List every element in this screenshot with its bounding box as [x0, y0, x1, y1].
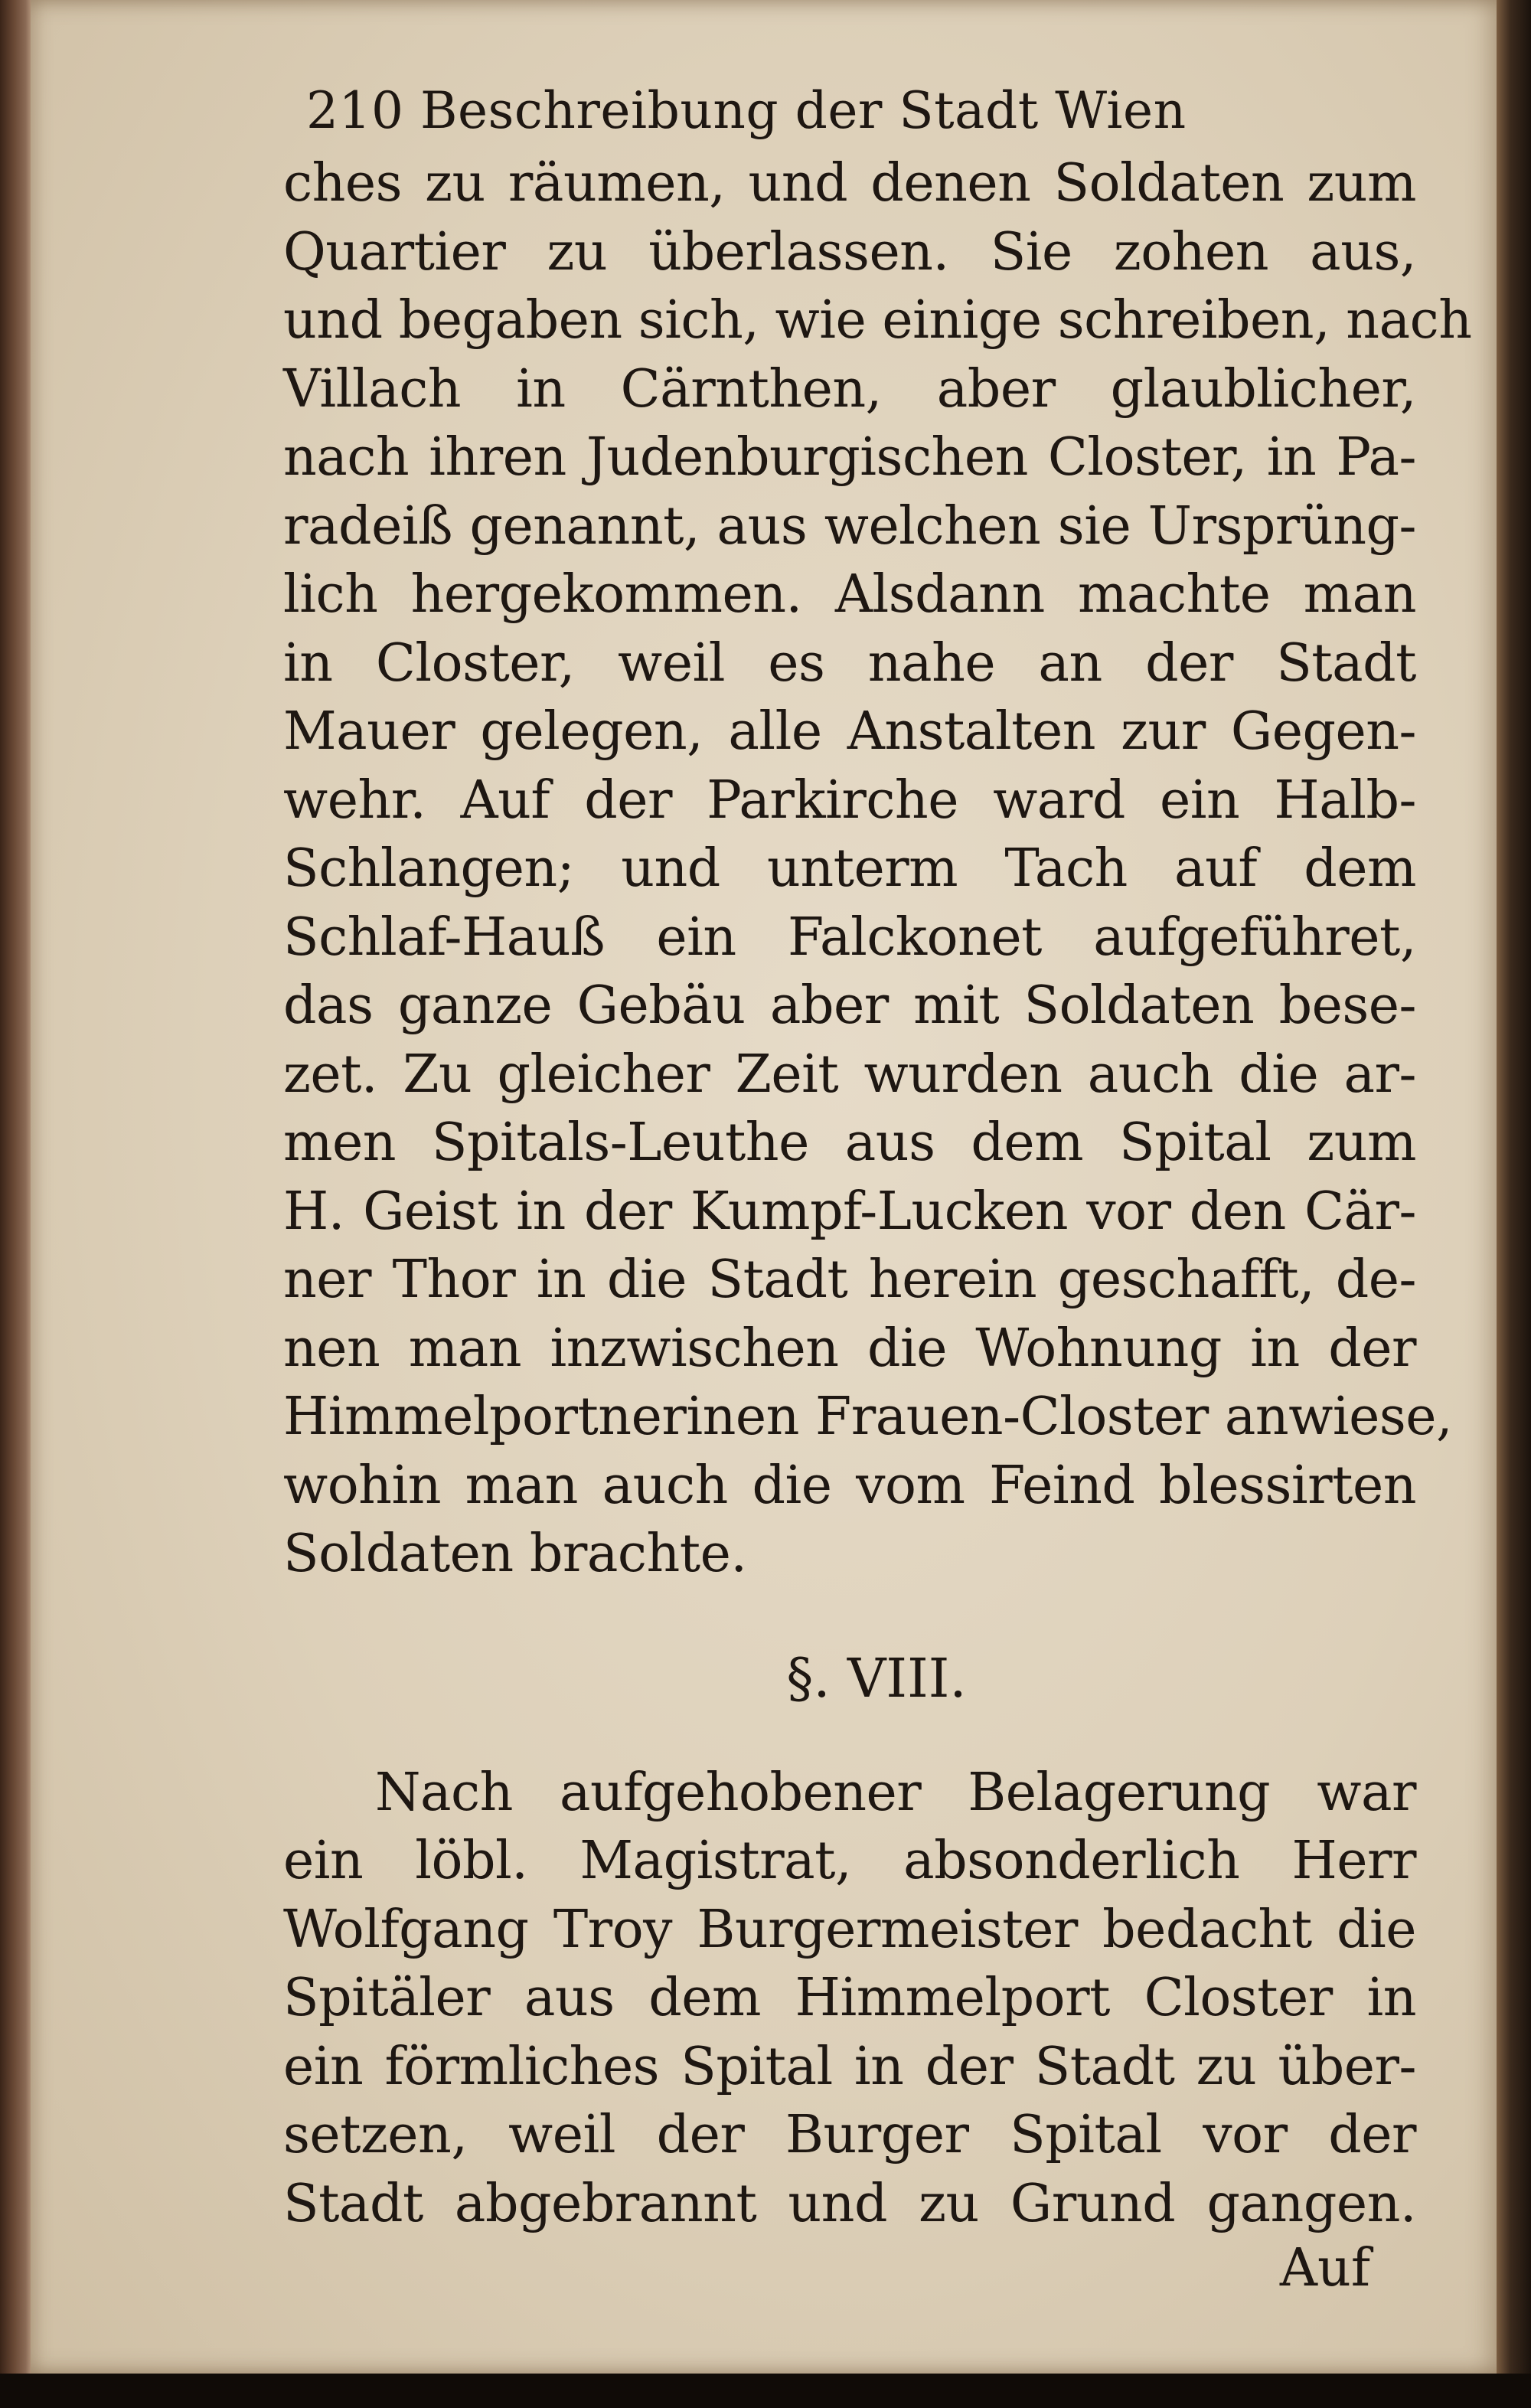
text-line: wehr. Auf der Parkirche ward ein Halb- [283, 769, 1416, 831]
text-line: nach ihren Judenburgischen Closter, in Pa- [283, 427, 1416, 488]
book-spine-edge [0, 0, 32, 2408]
section-heading: §. VIII. [786, 1646, 967, 1710]
page-text [283, 73, 1472, 2299]
page-bottom-shadow [0, 2374, 1531, 2408]
text-line: Nach aufgehobener Belagerung war [375, 1762, 1416, 1823]
text-line: Quartier zu überlassen. Sie zohen aus, [283, 221, 1416, 283]
text-line: das ganze Gebäu aber mit Soldaten bese- [283, 975, 1416, 1036]
text-line: Wolfgang Troy Burgermeister bedacht die [283, 1899, 1416, 1960]
text-line: ner Thor in die Stadt herein geschafft, de- [283, 1250, 1416, 1310]
text-line: nen man inzwischen die Wohnung in der [283, 1318, 1416, 1379]
text-line: Stadt abgebrannt und zu Grund gangen. [283, 2173, 1416, 2234]
text-line: Villach in Cärnthen, aber glaublicher, [283, 358, 1416, 420]
text-line: ein löbl. Magistrat, absonderlich Herr [283, 1831, 1416, 1891]
text-line: Schlaf-Hauß ein Falckonet aufgeführet, [283, 907, 1416, 968]
page-fore-edge [1497, 0, 1531, 2408]
text-line: ches zu räumen, und denen Soldaten zum [283, 153, 1416, 214]
text-line: men Spitals-Leuthe aus dem Spital zum [283, 1113, 1416, 1173]
running-header [283, 73, 1416, 149]
text-line: Schlangen; und unterm Tach auf dem [283, 838, 1416, 899]
text-line: lich hergekommen. Alsdann machte man [283, 564, 1416, 625]
paragraph-1 [283, 149, 1472, 1589]
text-line: Soldaten brachte. [283, 1524, 747, 1584]
text-line: in Closter, weil es nahe an der Stadt [283, 632, 1416, 694]
paragraph-2 [283, 1759, 1416, 2239]
text-line: radeiß genannt, aus welchen sie Ursprüng- [283, 495, 1416, 557]
text-line: setzen, weil der Burger Spital vor der [283, 2105, 1416, 2165]
text-line: zet. Zu gleicher Zeit wurden auch die ar- [283, 1044, 1416, 1105]
text-line: ein förmliches Spital in der Stadt zu über- [283, 2036, 1416, 2097]
text-line: und begaben sich, wie einige schreiben, nach [283, 290, 1472, 351]
text-line: H. Geist in der Kumpf-Lucken vor den Cär- [283, 1181, 1416, 1242]
text-line: Spitäler aus dem Himmelport Closter in [283, 1968, 1416, 2028]
running-title: Beschreibung der Stadt Wien [419, 81, 1187, 140]
catchword: Auf [1279, 2238, 1370, 2299]
text-line: Mauer gelegen, alle Anstalten zur Gegen- [283, 701, 1416, 762]
page-number: 210 [306, 81, 404, 140]
text-line: Himmelportnerinen Frauen-Closter anwiese, [283, 1387, 1453, 1447]
text-line: wohin man auch die vom Feind blessirten [283, 1455, 1416, 1516]
